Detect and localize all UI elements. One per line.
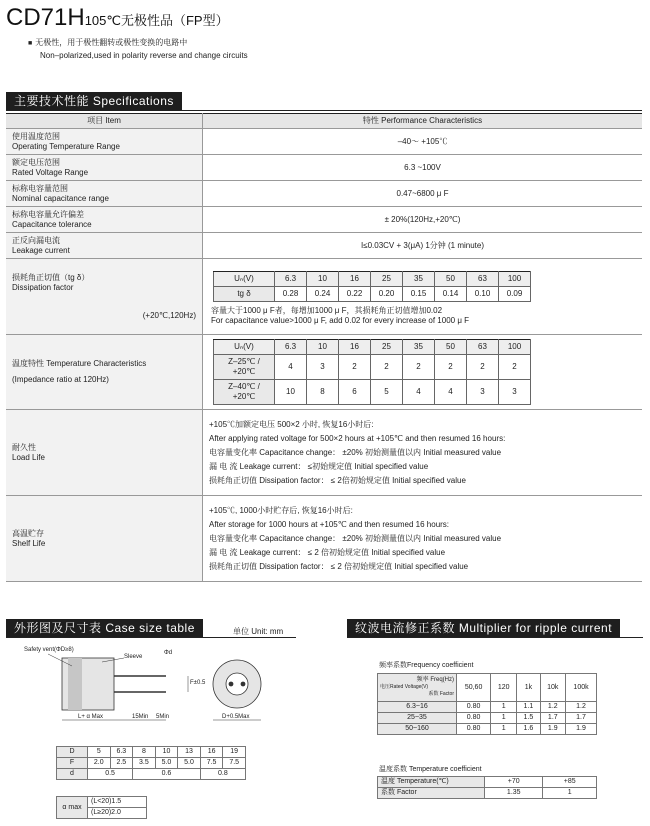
shelf-life-label: 高温贮存 Shelf Life: [6, 496, 203, 582]
spec-row-label: 标称电容量范围 Nominal capacitance range: [6, 181, 203, 207]
spec-row-value: 0.47~6800 μ F: [203, 181, 643, 207]
spec-row-value: ± 20%(120Hz,+20℃): [203, 207, 643, 233]
alpha-max-table: α max (L<20)1.5 (L≥20)2.0: [56, 796, 147, 819]
dissipation-label: 损耗角正切值（tg δ） Dissipation factor (+20℃,120Hz): [6, 259, 203, 335]
bullet-icon: ■: [28, 40, 33, 47]
col-performance-header: 特性 Performance Characteristics: [203, 114, 643, 129]
end-view-lead-right: [241, 682, 246, 687]
col-item-header: 项目 Item: [6, 114, 203, 129]
ripple-rule: [347, 637, 643, 638]
spec-row-label: 额定电压范围 Rated Voltage Range: [6, 155, 203, 181]
temperature-coefficient-title: 温度系数 Temperature coefficient: [379, 766, 482, 773]
specifications-rule: [6, 110, 642, 111]
temperature-table: Uₙ(V) 6.3 10 16 25 35 50 63 100 Z–25℃ / +20℃ 4 3 2 2 2 2 2 2 Z–40℃ / +20℃ 10 8 6 5 4 4 3 3: [213, 339, 531, 405]
spec-row-value: 6.3 ~100V: [203, 155, 643, 181]
15min-label: 15Min: [132, 714, 149, 720]
d-dimension-label: D+0.5Max: [222, 714, 250, 720]
load-life-value: +105℃加额定电压 500×2 小时, 恢复16小时后: After applying rated voltage for 500×2 hours at +105℃ and then resumed 16 hours: 电容量变化率 Capacitance change： ±20% 初始测量值以内 Initial measured value 漏 电 流 Leakage current： ≤初始规定值 Initial specified value 损耗角正切值 Dissipation factor： ≤ 2倍初始规定值 Initial specified value: [203, 410, 643, 496]
load-life-label: 耐久性 Load Life: [6, 410, 203, 496]
phi-d-label: Φd: [164, 650, 173, 656]
description-en: Non–polarized,used in polarity reverse and change circuits: [40, 51, 248, 60]
spec-row-label: 正反向漏电流 Leakage current: [6, 233, 203, 259]
temperature-value: [203, 335, 643, 410]
description-cn: ■ 无极性，用于极性翻转或极性变换的电路中: [28, 38, 188, 47]
page-header: [6, 4, 229, 32]
case-size-table: D 5 6.3 8 10 13 16 19 F 2.0 2.5 3.5 5.0 5.0 7.5 7.5 d 0.5 0.6 0.8: [56, 746, 246, 780]
temperature-label: 温度特性 Temperature Characteristics (Impedance ratio at 120Hz): [6, 335, 203, 410]
dissipation-value: [203, 259, 643, 335]
dissipation-note-cn: 容量大于1000 μ F者，每增加1000 μ F，其损耗角正切值增加0.02: [211, 306, 443, 315]
frequency-coefficient-title: 频率系数Frequency coefficient: [379, 662, 474, 669]
model-subtitle: 105℃无极性品（FP型）: [84, 13, 229, 28]
ripple-banner: 纹波电流修正系数 Multiplier for ripple current: [347, 619, 620, 637]
f-dimension-label: F±0.5: [190, 680, 206, 686]
5min-label: 5Min: [156, 714, 170, 720]
sleeve-label: Sleeve: [124, 654, 143, 660]
temperature-coefficient-table: 温度 Temperature(℃) +70 +85 系数 Factor 1.35 1: [377, 776, 597, 799]
model-title: CD71H: [6, 4, 85, 31]
shelf-life-value: +105℃, 1000小时贮存后, 恢复16小时后: After storage for 1000 hours at +105℃ and then resumed 16 hours: 电容量变化率 Capacitance change： ±20% 初始测量值以内 Initial measured value 漏 电 流 Leakage current： ≤ 2 倍初始规定值 Initial specified value 损耗角正切值 Dissipation factor： ≤ 2 倍初始规定值 Initial specified value: [203, 496, 643, 582]
safety-vent-label: Safety vent(ΦD≥8): [24, 647, 74, 653]
specifications-table: [6, 113, 642, 582]
case-size-banner: 外形图及尺寸表 Case size table: [6, 619, 203, 637]
spec-row-label: 标称电容量允许偏差 Capacitance tolerance: [6, 207, 203, 233]
frequency-coefficient-table: 频率 Freq(Hz) 电压Rated Voltage(V) 系数 Factor 50,60 120 1k 10k 100k 6.3~16 0.80 1 1.1 1.2 1.2 25~35 0.80 1 1.5 1.7 1.7 50~160 0.80 1 1.6 1.9 1.9: [377, 673, 597, 735]
specifications-banner: 主要技术性能 Specifications: [6, 92, 182, 110]
end-view-lead-left: [229, 682, 234, 687]
capacitor-sleeve-band: [68, 658, 82, 710]
spec-row-value: I≤0.03CV + 3(μA) 1分钟 (1 minute): [203, 233, 643, 259]
case-size-rule: [6, 637, 296, 638]
dissipation-table: Uₙ(V) 6.3 10 16 25 35 50 63 100 tg δ 0.28 0.24 0.22 0.20 0.15 0.14 0.10 0.09: [213, 271, 531, 302]
dissipation-note-en: For capacitance value>1000 μ F, add 0.02 for every increase of 1000 μ F: [211, 316, 470, 325]
unit-label: 单位 Unit: mm: [233, 627, 284, 636]
spec-row-value: –40～ +105℃: [203, 129, 643, 155]
l-alpha-label: L+ α Max: [78, 714, 103, 720]
spec-row-label: 使用温度范围 Operating Temperature Range: [6, 129, 203, 155]
